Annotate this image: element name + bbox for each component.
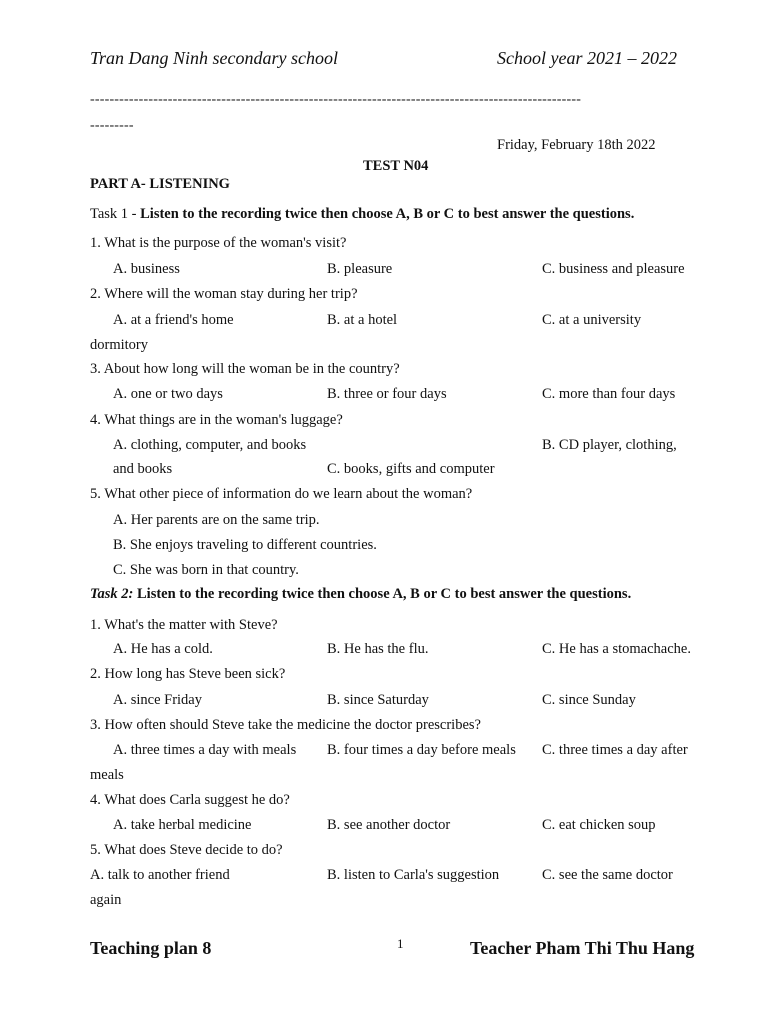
test-date: Friday, February 18th 2022 — [497, 137, 656, 153]
option-b: B. listen to Carla's suggestion — [327, 867, 500, 883]
option-b: B. three or four days — [327, 386, 447, 402]
option-c: C. since Sunday — [542, 692, 636, 708]
task2-prefix: Task 2: — [90, 586, 134, 602]
task1-prefix: Task 1 - — [90, 206, 141, 222]
part-a-heading: PART A- LISTENING — [90, 176, 230, 192]
option-c: C. eat chicken soup — [542, 817, 656, 833]
header-rule-continued: --------- — [90, 118, 134, 133]
option-a: A. three times a day with meals — [113, 742, 297, 758]
option-c: C. books, gifts and computer — [327, 461, 495, 477]
question: 5. What other piece of information do we learn about the woman? — [90, 486, 473, 502]
task1-heading — [90, 206, 634, 223]
task1-instruction: Listen to the recording twice then choose A, B or C to best answer the questions. — [140, 206, 635, 222]
task2-heading — [90, 586, 631, 603]
school-year: School year 2021 – 2022 — [497, 48, 677, 68]
option-a: A. clothing, computer, and books — [113, 437, 307, 453]
option-a: A. take herbal medicine — [113, 817, 252, 833]
option-continuation: dormitory — [90, 337, 148, 353]
option-b: B. since Saturday — [327, 692, 429, 708]
footer-right: Teacher Pham Thi Thu Hang — [470, 938, 695, 958]
option-b: B. CD player, clothing, — [542, 437, 677, 453]
option-b: B. four times a day before meals — [327, 742, 516, 758]
option-b: B. at a hotel — [327, 312, 398, 328]
question: 5. What does Steve decide to do? — [90, 842, 283, 858]
question: 3. About how long will the woman be in the country? — [90, 361, 400, 377]
option-a: A. one or two days — [113, 386, 223, 402]
option-a: A. since Friday — [113, 692, 202, 708]
question: 4. What does Carla suggest he do? — [90, 792, 290, 808]
option-c: C. at a university — [542, 312, 642, 328]
page-number: 1 — [397, 936, 404, 951]
question: 1. What's the matter with Steve? — [90, 617, 278, 633]
test-title: TEST N04 — [363, 158, 429, 174]
option-continuation: meals — [90, 767, 124, 783]
option-b: B. see another doctor — [327, 817, 451, 833]
option-a: A. He has a cold. — [113, 641, 213, 657]
option-c: C. She was born in that country. — [113, 562, 299, 578]
header-rule: ----------------------------------------------------------------------------------------------------- — [90, 92, 582, 107]
option-continuation: and books — [113, 461, 173, 477]
option-c: C. three times a day after — [542, 742, 688, 758]
option-a: A. Her parents are on the same trip. — [113, 512, 320, 528]
option-c: C. business and pleasure — [542, 261, 685, 277]
question: 2. How long has Steve been sick? — [90, 666, 286, 682]
option-a: A. at a friend's home — [113, 312, 234, 328]
question: 3. How often should Steve take the medicine the doctor prescribes? — [90, 717, 481, 733]
option-c: C. more than four days — [542, 386, 676, 402]
option-continuation: again — [90, 892, 122, 908]
question: 2. Where will the woman stay during her trip? — [90, 286, 358, 302]
option-c: C. see the same doctor — [542, 867, 673, 883]
option-a: A. business — [113, 261, 180, 277]
option-a: A. talk to another friend — [90, 867, 230, 883]
footer-left: Teaching plan 8 — [90, 938, 212, 958]
question: 1. What is the purpose of the woman's visit? — [90, 235, 347, 251]
option-b: B. She enjoys traveling to different countries. — [113, 537, 377, 553]
question: 4. What things are in the woman's luggage? — [90, 412, 343, 428]
option-b: B. pleasure — [327, 261, 393, 277]
option-c: C. He has a stomachache. — [542, 641, 691, 657]
school-name: Tran Dang Ninh secondary school — [90, 48, 339, 68]
task2-instruction: Listen to the recording twice then choose A, B or C to best answer the questions. — [133, 586, 632, 602]
option-b: B. He has the flu. — [327, 641, 429, 657]
